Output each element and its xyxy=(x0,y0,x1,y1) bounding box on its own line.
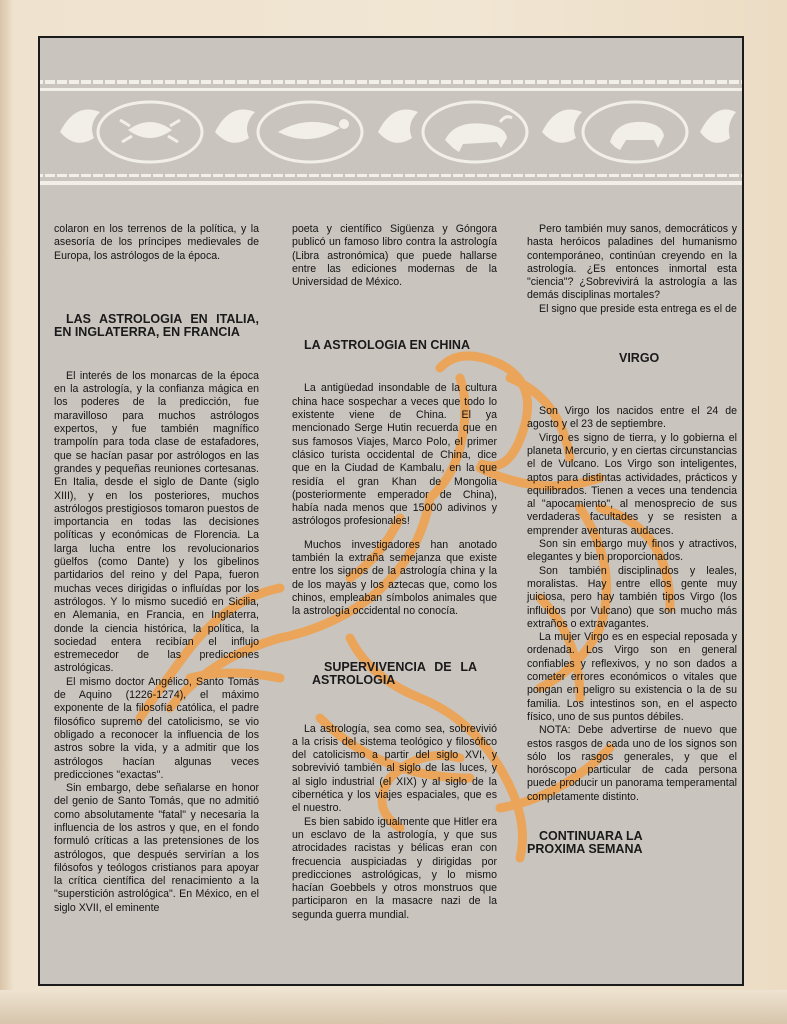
paragraph: La mujer Virgo es en especial reposada y ordenada. Los Virgo son en general confiables y reflexivos, y no son dados a cometer errores económicos o vitales que pongan en peligro su existencia o la de su familia. Los intestinos son, en el aspecto físico, uno de sus puntos débiles. xyxy=(527,631,737,723)
column-3 xyxy=(527,223,737,856)
continued-notice: CONTINUARA LA PROXIMA SEMANA xyxy=(527,828,643,856)
page-bottom-edge xyxy=(0,990,787,1024)
section-heading: VIRGO xyxy=(619,351,660,366)
paragraph: La antigüedad insondable de la cultura china hace sospechar a veces que todo lo existente viene de China. El ya mencionado Serge Hutin recuerda que en sus famosos Viajes, Marco Polo, el primer clásico turista occidental de China, dice que en la Ciudad de Kambalu, en la que residía el gran Khan de Mongolia (posteriormente emperador de China), había nada menos que 15000 adivinos y astrólogos profesionales! xyxy=(292,382,497,528)
paragraph: La astrología, sea como sea, sobrevivió a la crisis del sistema teológico y filosófico del catolicismo a partir del siglo XVI, y sobrevivió también al siglo de las luces, y al siglo industrial (el XIX) y al siglo de la cibernética y los viajes espaciales, que es el nuestro. xyxy=(292,722,497,815)
column-1 xyxy=(54,223,259,915)
paragraph: Muchos investigadores han anotado también la extraña semejanza que existe entre los signos de la astrología china y la de los mayas y los aztecas que, como los chinos, empleaban símbolos animales que la astrología occidental no conocía. xyxy=(292,538,497,618)
section-heading: SUPERVIVENCIA DE LA ASTROLOGIA xyxy=(312,659,477,687)
article-panel xyxy=(38,36,744,986)
paragraph: Es bien sabido igualmente que Hitler era un esclavo de la astrología, y que sus atrocidades racistas y bélicas eran con frecuencia auspiciadas y dirigidas por predicciones astrológicas, y lo mismo hacían Goebbels y otros monstruos que participaron en la masacre nazi de la segunda guerra mundial. xyxy=(292,815,497,921)
paragraph: colaron en los terrenos de la política, y la asesoría de los príncipes medievales de Europa, los astrólogos de la época. xyxy=(54,223,259,262)
paragraph: Sin embargo, debe señalarse en honor del genio de Santo Tomás, que no admitió como absolutamente "fatal" y necesaria la influencia de los astros y que, en el fondo formuló críticas a las pretensiones de los astrólogos, que después servirían a los filósofos y teólogos cristianos para apoyar la crítica científica del renacimiento a la "superstición astrológica". En México, en el siglo XVII, el eminente xyxy=(54,782,259,914)
paragraph: Virgo es signo de tierra, y lo gobierna el planeta Mercurio, y en ciertas circunstancias el de Vulcano. Los Virgo son inteligentes, aptos para distintas actividades, prácticos y equilibrados. Tienen a veces una tendencia al "apocamiento", al menosprecio de sus verdaderas facultades y se resisten a emprender aventuras audaces. xyxy=(527,431,737,537)
paragraph: Son también disciplinados y leales, moralistas. Hay entre ellos gente muy juiciosa, pero hay también tipos Virgo (los influidos por Vulcano) que son mucho más extraños o extravagantes. xyxy=(527,564,737,630)
paragraph: El signo que preside esta entrega es el de xyxy=(539,302,737,315)
paragraph: NOTA: Debe advertirse de nuevo que estos rasgos de cada uno de los signos son sólo los rasgos generales, y que el horóscopo particular de cada persona puede producir un panorama temperamental completamente distinto. xyxy=(527,724,737,803)
column-2 xyxy=(292,223,497,922)
paragraph: El mismo doctor Angélico, Santo Tomás de Aquino (1226-1274), el máximo exponente de la filosofía católica, el padre filosófico supremo del catolicismo, se vio obligado a reconocer la influencia de los astros sobre la vida, y a admitir que los astrólogos hacían algunas veces predicciones "exactas". xyxy=(54,675,259,781)
paragraph: Son sin embargo muy finos y atractivos, elegantes y bien proporcionados. xyxy=(527,538,737,564)
paragraph: El interés de los monarcas de la época en la astrología, y la confianza mágica en los poderes de la predicción, fue maravilloso para muchos astrólogos expertos, y fue también magnífico trampolín para toda clase de estafadores, que se hacían pasar por astrólogos en las grandes y pequeñas reuniones cortesanas. En Italia, desde el siglo de Dante (siglo XIII), y en los posteriores, muchos astrólogos prestigiosos tomaron puestos de importancia en todas las decisiones políticas y económicas de Florencia. La larga lucha entre los revolucionarios güelfos (como Dante) y los gibelinos partidarios del reino y del Papa, fueron muchas veces dirigidas o influídas por los astrólogos. Y lo mismo sucedió en Sicilia, en Alemania, en Francia, en Inglaterra, donde la ciencia histórica, la política, la sociedad entera recibían el influjo estremecedor de las predicciones astrológicas. xyxy=(54,369,259,675)
paragraph: Pero también muy sanos, democráticos y hasta heróicos paladines del humanismo contemporáneo, continúan creyendo en la astrología. ¿Es entonces inmortal esta "ciencia"? ¿Sobrevivirá la astrología a las demás disciplinas mortales? xyxy=(527,223,737,302)
paragraph: Son Virgo los nacidos entre el 24 de agosto y el 23 de septiembre. xyxy=(527,405,737,431)
section-heading: LA ASTROLOGIA EN CHINA xyxy=(304,338,470,353)
paragraph: poeta y científico Sigüenza y Góngora publicó un famoso libro contra la astrología (Libra astronómica) que puede hallarse entre las ediciones modernas de la Universidad de México. xyxy=(292,223,497,289)
zodiac-frieze xyxy=(40,78,742,188)
section-heading: LAS ASTROLOGIA EN ITALIA, EN INGLATERRA, EN FRANCIA xyxy=(54,311,259,339)
